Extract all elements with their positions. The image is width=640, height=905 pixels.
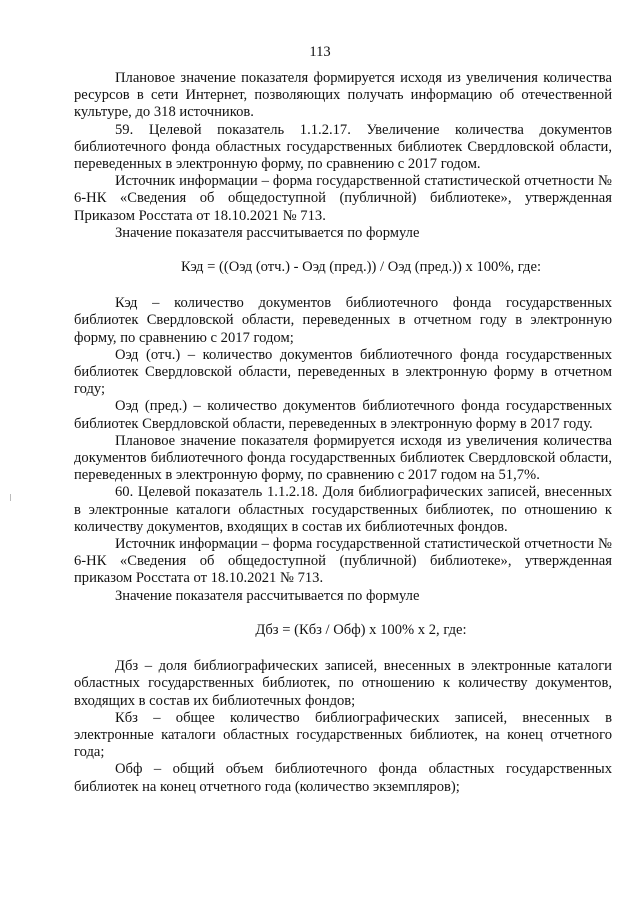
definition-kbz: Кбз – общее количество библиографических записей, внесенных в электронные каталоги областных государственных библиотек, на конец отчетного года;: [74, 709, 612, 761]
spacer: [74, 605, 612, 622]
paragraph-plan-value-internet: Плановое значение показателя формируется исходя из увеличения количества ресурсов в сети Интернет, позволяющих получать информацию об отечественной культуре, до 318 источников.: [74, 70, 612, 121]
paragraph-source-59: Источник информации – форма государственной статистической отчетности № 6-НК «Сведения об общедоступной (публичной) библиотеке», утвержденная Приказом Росстата от 18.10.2021 № 713.: [74, 173, 612, 224]
paragraph-indicator-60: 60. Целевой показатель 1.1.2.18. Доля библиографических записей, внесенных в электронные каталоги областных государственных библиотек, по отношению к количеству документов, входящих в состав их библиотечных фондов.: [74, 484, 612, 535]
definition-obf: Обф – общий объем библиотечного фонда областных государственных библиотек на конец отчетного года (количество экземпляров);: [74, 761, 612, 795]
spacer: [74, 242, 612, 259]
definition-oed-previous: Оэд (пред.) – количество документов библиотечного фонда государственных библиотек Свердловской области, переведенных в электронную форму в 2017 году.: [74, 398, 612, 432]
paragraph-indicator-59: 59. Целевой показатель 1.1.2.17. Увеличение количества документов библиотечного фонда областных государственных библиотек Свердловской области, переведенных в электронную форму, по сравнению с 2017 годом.: [74, 121, 612, 173]
paragraph-plan-value-documents: Плановое значение показателя формируется исходя из увеличения количества документов библиотечного фонда государственных библиотек Свердловской области, переведенных в электронную форму, по сравнению с 2017 годом на 51,7%.: [74, 432, 612, 484]
definition-oed-current: Оэд (отч.) – количество документов библиотечного фонда государственных библиотек Свердловской области, переведенных в электронную форму в отчетном году;: [74, 346, 612, 398]
document-body: [74, 70, 612, 796]
page-number: 113: [309, 44, 331, 60]
paragraph-formula-intro-2: Значение показателя рассчитывается по формуле: [115, 587, 420, 604]
scan-margin-mark: [10, 494, 11, 501]
definition-ked: Кэд – количество документов библиотечного фонда государственных библиотек Свердловской области, переведенных в отчетном году в электронную форму, по сравнению с 2017 годом;: [74, 295, 612, 346]
paragraph-formula-intro-1: Значение показателя рассчитывается по формуле: [115, 224, 420, 241]
spacer: [74, 639, 612, 658]
paragraph-source-60: Источник информации – форма государственной статистической отчетности № 6-НК «Сведения об общедоступной (публичной) библиотеке», утвержденная приказом Росстата от 18.10.2021 № 713.: [74, 536, 612, 587]
formula-ked: Кэд = ((Оэд (отч.) - Оэд (пред.)) / Оэд (пред.)) x 100%, где:: [180, 259, 542, 276]
formula-dbz: Дбз = (Кбз / Обф) х 100% х 2, где:: [255, 621, 467, 638]
spacer: [74, 276, 612, 295]
definition-dbz: Дбз – доля библиографических записей, внесенных в электронные каталоги областных государственных библиотек, по отношению к количеству документов, входящих в состав их библиотечных фондов;: [74, 658, 612, 709]
